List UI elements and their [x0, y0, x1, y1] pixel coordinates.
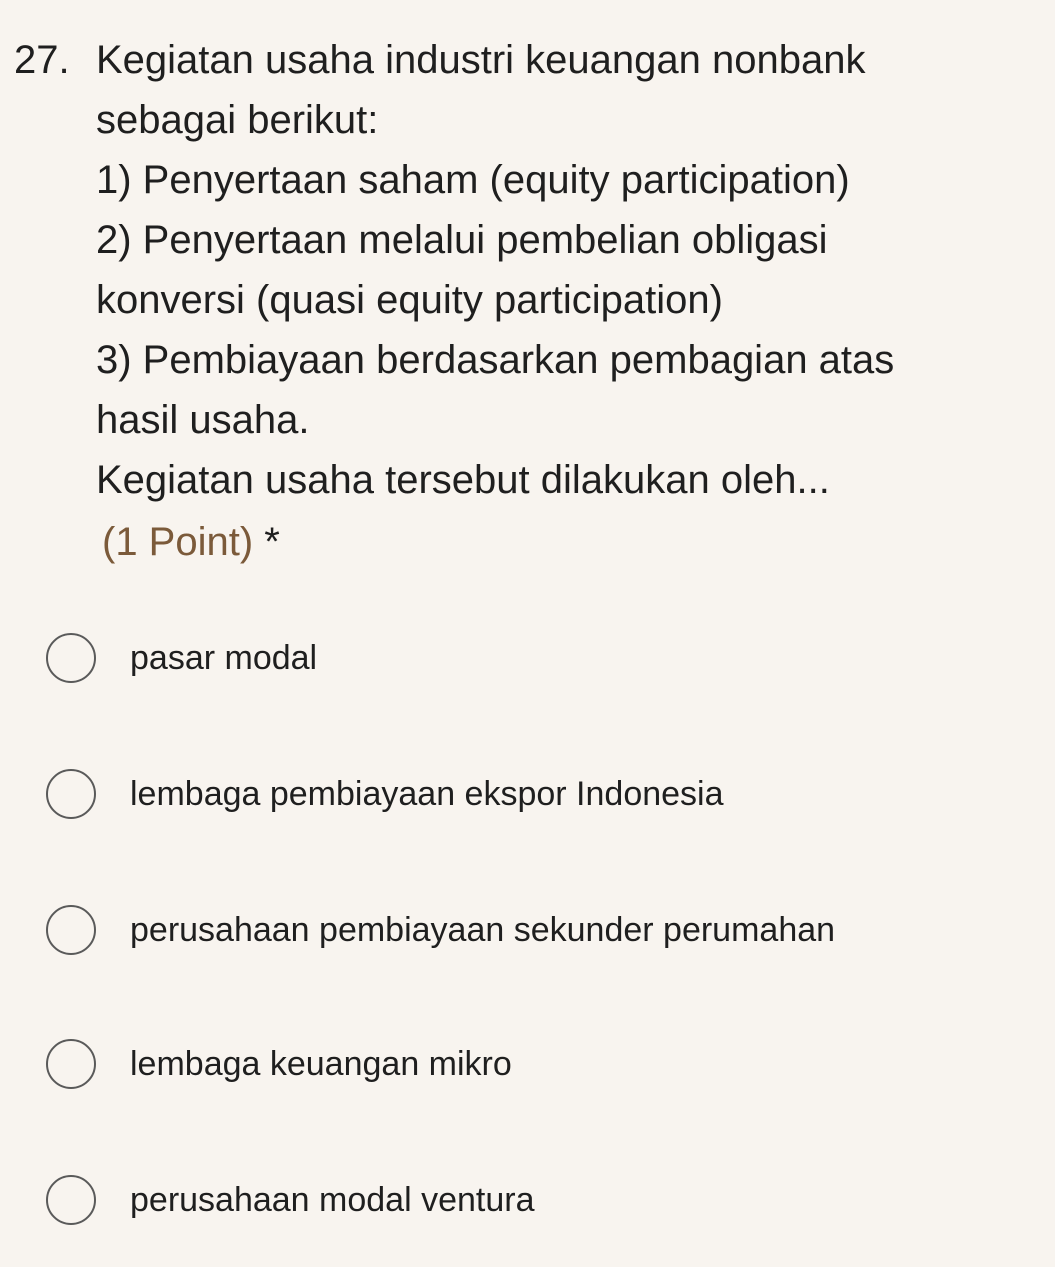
option-lembaga-keuangan-mikro[interactable]	[46, 1034, 512, 1094]
points-label	[102, 512, 1046, 572]
radio-button[interactable]	[46, 1175, 96, 1225]
option-label: lembaga keuangan mikro	[130, 1044, 512, 1083]
option-pasar-modal[interactable]	[46, 628, 317, 688]
radio-button[interactable]	[46, 769, 96, 819]
option-lembaga-pembiayaan-ekspor[interactable]	[46, 764, 724, 824]
question-number: 27.	[14, 38, 70, 82]
question-line: Kegiatan usaha tersebut dilakukan oleh...	[96, 458, 830, 502]
points-value: (1 Point)	[102, 520, 254, 564]
option-perusahaan-pembiayaan-sekunder[interactable]	[46, 900, 835, 960]
option-label: pasar modal	[130, 638, 318, 677]
question-line: 3) Pembiayaan berdasarkan pembagian atas	[96, 338, 895, 382]
question-line: hasil usaha.	[96, 398, 310, 442]
question-line: 1) Penyertaan saham (equity participation)	[96, 158, 850, 202]
option-label: perusahaan pembiayaan sekunder perumahan	[130, 910, 836, 949]
question-line: 2) Penyertaan melalui pembelian obligasi	[96, 218, 828, 262]
option-label: perusahaan modal ventura	[130, 1180, 535, 1219]
radio-button[interactable]	[46, 633, 96, 683]
question-line: konversi (quasi equity participation)	[96, 278, 723, 322]
question-line: Kegiatan usaha industri keuangan nonbank	[96, 38, 866, 82]
question-text	[96, 30, 1046, 572]
option-label: lembaga pembiayaan ekspor Indonesia	[130, 774, 724, 813]
radio-button[interactable]	[46, 905, 96, 955]
question-line: sebagai berikut:	[96, 98, 379, 142]
required-marker: *	[264, 520, 280, 564]
radio-button[interactable]	[46, 1039, 96, 1089]
option-perusahaan-modal-ventura[interactable]	[46, 1170, 535, 1230]
